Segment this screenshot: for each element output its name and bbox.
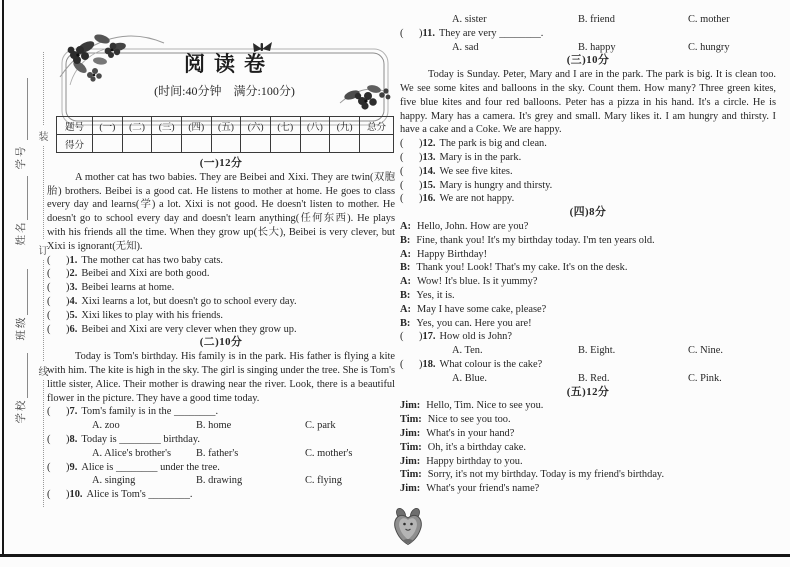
dialog-line	[400, 455, 776, 469]
score-table-score-row	[57, 135, 394, 153]
answer-paren: ( )	[47, 433, 70, 445]
question-text: We are not happy.	[439, 193, 515, 205]
option-item: C. Pink.	[688, 372, 722, 384]
question-line	[47, 254, 395, 268]
option-item: B. friend	[578, 14, 615, 25]
passage-paragraph: Today is Sunday. Peter, Mary and I are in the park. The park is big. It is clean too. We see some kites and balloons in the sky. Count them. How many? Three green kites, five blue kites and four red balloons. Peter has a pizza in his hand. It's a circle. He is happy. Mary has a camera. It's grey and small. Mary likes it. I am hungry and thirsty. I have a cake and a Coke. We are happy.	[400, 69, 776, 136]
option-item: B. home	[196, 420, 232, 432]
question-number: 1.	[69, 254, 78, 266]
dialog-line	[400, 275, 776, 289]
exam-time-info: (时间:40分钟 满分:100分)	[154, 84, 295, 98]
speaker-label: B:	[400, 289, 411, 301]
dialog-text: Hello, John. How are you?	[416, 220, 529, 232]
section-heading: (四)8分	[569, 206, 607, 219]
question-line	[400, 137, 776, 151]
speaker-label: Jim:	[400, 483, 421, 495]
option-item: B. father's	[196, 447, 239, 459]
question-number: 9.	[69, 461, 78, 473]
true-false-question	[47, 281, 395, 295]
score-header-cell: (八)	[300, 117, 330, 135]
score-table	[56, 116, 394, 153]
dialog-text: Fine, thank you! It's my birthday today. I'm ten years old.	[416, 234, 655, 246]
option-item: C. Nine.	[688, 345, 723, 357]
question-number: 17.	[422, 331, 436, 343]
right-column	[400, 13, 776, 496]
answer-paren: ( )	[47, 268, 70, 280]
question-line	[47, 488, 395, 502]
answer-paren: ( )	[400, 193, 423, 205]
score-header-cell: 题号	[57, 117, 93, 135]
speaker-label: B:	[400, 262, 411, 274]
option-item: A. Blue.	[452, 372, 487, 384]
question-line	[400, 358, 776, 372]
question-line	[400, 27, 776, 41]
score-header-cell: (五)	[211, 117, 241, 135]
speaker-label: B:	[400, 234, 411, 246]
dialog-text: Happy Birthday!	[416, 248, 488, 260]
question-text: We see five kites.	[439, 165, 513, 177]
section-heading: (五)12分	[566, 385, 610, 398]
answer-paren: ( )	[400, 138, 423, 150]
score-header-cell: (四)	[181, 117, 211, 135]
true-false-question	[400, 192, 776, 206]
score-cell	[360, 135, 394, 153]
question-line	[400, 330, 776, 344]
dialog-text: Happy birthday to you.	[426, 455, 523, 467]
options-row	[92, 474, 395, 488]
option-item: A. sister	[452, 14, 487, 25]
dialog-text: Wow! It's blue. Is it yummy?	[416, 276, 538, 288]
question-number: 16.	[422, 193, 436, 205]
option-item: B. drawing	[196, 475, 243, 487]
score-table-header-row	[57, 117, 394, 135]
answer-paren: ( )	[47, 323, 70, 335]
dialog-line	[400, 220, 776, 234]
section-heading: (二)10分	[199, 336, 243, 349]
dialog-line	[400, 468, 776, 482]
speaker-label: A:	[400, 303, 411, 315]
dialog-line	[400, 303, 776, 317]
question-number: 14.	[422, 165, 436, 177]
answer-paren: ( )	[47, 282, 70, 294]
score-row-label: 得分	[57, 135, 93, 153]
answer-paren: ( )	[400, 331, 423, 343]
question-text: What colour is the cake?	[439, 358, 543, 370]
question-text: Alice is Tom's ________.	[86, 489, 193, 501]
question-number: 13.	[422, 151, 436, 163]
margin-label-school: 学校	[16, 398, 27, 424]
true-false-question	[47, 309, 395, 323]
question-text: Mary is hungry and thirsty.	[439, 179, 553, 191]
class-blank-line	[27, 269, 28, 315]
true-false-question	[47, 323, 395, 337]
question-number: 3.	[69, 282, 78, 294]
question-number: 5.	[69, 309, 78, 321]
option-item: C. mother's	[305, 447, 353, 459]
dialog-line	[400, 261, 776, 275]
speaker-label: A:	[400, 248, 411, 260]
title-box	[56, 33, 393, 112]
answer-paren: ( )	[47, 309, 70, 321]
question-number: 4.	[69, 295, 78, 307]
mascot-illustration	[391, 507, 425, 552]
question-text: They are very ________.	[438, 27, 544, 39]
speaker-label: A:	[400, 220, 411, 232]
question-number: 7.	[69, 406, 78, 418]
option-item: B. happy	[578, 41, 616, 53]
section-heading: (三)10分	[566, 54, 610, 67]
options-row	[452, 13, 776, 27]
margin-label-name: 姓名	[16, 220, 27, 246]
speaker-label: Tim:	[400, 414, 422, 426]
dialog-line	[400, 482, 776, 496]
option-item: A. sad	[452, 41, 479, 53]
question-text: Beibei and Xixi are very clever when they grow up.	[81, 323, 297, 335]
score-header-cell: (七)	[270, 117, 300, 135]
option-item: A. Alice's brother's	[92, 447, 172, 459]
score-cell	[241, 135, 271, 153]
question-text: Beibei learns at home.	[81, 282, 175, 294]
options-only	[400, 13, 776, 27]
options-row	[92, 447, 395, 461]
true-false-question	[400, 137, 776, 151]
option-item: A. zoo	[92, 420, 120, 432]
dialog-line	[400, 413, 776, 427]
score-cell	[152, 135, 182, 153]
score-header-cell: (三)	[152, 117, 182, 135]
question-line	[47, 461, 395, 475]
dialog-text: Yes, you can. Here you are!	[416, 317, 532, 329]
choice-question	[47, 461, 395, 489]
binding-char: 线	[37, 361, 50, 380]
score-header-cell: 总分	[360, 117, 394, 135]
dialog-text: Nice to see you too.	[427, 414, 511, 426]
question-number: 11.	[422, 27, 435, 39]
page-left-rule	[2, 0, 4, 556]
school-blank-line	[27, 353, 28, 398]
answer-paren: ( )	[47, 254, 70, 266]
dialog-line	[400, 427, 776, 441]
option-item: C. park	[305, 420, 336, 432]
question-text: The mother cat has two baby cats.	[81, 254, 223, 266]
choice-question	[47, 488, 395, 502]
dialog-text: Oh, it's a birthday cake.	[427, 441, 526, 453]
choice-question	[400, 330, 776, 358]
true-false-question	[47, 254, 395, 268]
question-line	[47, 295, 395, 309]
true-false-question	[400, 165, 776, 179]
option-item: A. singing	[92, 475, 136, 487]
question-number: 2.	[69, 268, 78, 280]
answer-paren: ( )	[400, 358, 423, 370]
question-line	[47, 309, 395, 323]
dialog-text: May I have some cake, please?	[416, 303, 547, 315]
true-false-question	[400, 179, 776, 193]
score-header-cell: (六)	[241, 117, 271, 135]
question-line	[400, 165, 776, 179]
score-header-cell: (一)	[93, 117, 123, 135]
score-cell	[270, 135, 300, 153]
dialog-line	[400, 317, 776, 331]
score-cell	[122, 135, 152, 153]
score-cell	[330, 135, 360, 153]
choice-question	[47, 433, 395, 461]
section-heading: (一)12分	[199, 157, 243, 169]
question-number: 10.	[69, 489, 83, 501]
left-column	[47, 157, 395, 502]
speaker-label: Jim:	[400, 455, 421, 467]
dialog-line	[400, 441, 776, 455]
question-line	[400, 179, 776, 193]
score-cell	[93, 135, 123, 153]
margin-label-student-id: 学号	[16, 144, 27, 170]
speaker-label: A:	[400, 276, 411, 288]
answer-paren: ( )	[400, 165, 423, 177]
choice-question	[400, 27, 776, 55]
question-text: Today is ________ birthday.	[81, 433, 200, 445]
option-item: C. mother	[688, 14, 730, 25]
question-text: How old is John?	[439, 331, 512, 343]
true-false-question	[47, 267, 395, 281]
margin-label-class: 班级	[16, 315, 27, 341]
binding-dotted-line	[43, 52, 44, 507]
score-cell	[181, 135, 211, 153]
question-line	[47, 281, 395, 295]
dialog-text: Thank you! Look! That's my cake. It's on the desk.	[416, 262, 628, 274]
question-text: Tom's family is in the ________.	[81, 406, 219, 418]
question-number: 18.	[422, 358, 436, 370]
answer-paren: ( )	[400, 179, 423, 191]
question-text: Xixi learns a lot, but doesn't go to school every day.	[81, 295, 297, 307]
dialog-line	[400, 234, 776, 248]
answer-paren: ( )	[47, 461, 70, 473]
speaker-label: B:	[400, 317, 411, 329]
dialog-line	[400, 289, 776, 303]
answer-paren: ( )	[47, 295, 70, 307]
speaker-label: Tim:	[400, 469, 422, 481]
question-line	[47, 405, 395, 419]
choice-question	[47, 405, 395, 433]
option-item: B. Eight.	[578, 345, 616, 357]
choice-question	[400, 358, 776, 386]
score-cell	[300, 135, 330, 153]
passage-paragraph: A mother cat has two babies. They are Beibei and Xixi. They are twin(双胞胎) brothers. Beibei is a good cat. He listens to mother at home. He goes to class every day and learns(学) a lot. Xixi is not good. He doesn't listen to mother. He doesn't go to school every day and doesn't learn anything(任何东西). He plays with his friends all the time. When they grow up(长大), Beibei is very clever, but Xixi is ignorant(无知).	[47, 171, 395, 252]
dialog-text: Sorry, it's not my birthday. Today is my friend's birthday.	[427, 469, 665, 481]
question-text: Xixi likes to play with his friends.	[81, 309, 224, 321]
binding-char: 装	[37, 126, 50, 145]
score-header-cell: (九)	[330, 117, 360, 135]
page-bottom-rule	[0, 554, 790, 557]
options-row	[92, 419, 395, 433]
answer-paren: ( )	[400, 151, 423, 163]
dialog-text: Hello, Tim. Nice to see you.	[426, 400, 544, 412]
score-cell	[211, 135, 241, 153]
student-id-blank-line	[27, 78, 28, 140]
options-row	[452, 41, 776, 55]
true-false-question	[400, 151, 776, 165]
binding-char: 订	[37, 240, 50, 259]
passage-paragraph: Today is Tom's birthday. His family is in the park. His father is flying a kite with him. The kite is high in the sky. The girl is singing under the tree. She is Tom's little sister, Alice. Their mother is drawing near the river. Look, there is a beautiful flower in the picture. They have a good time today.	[47, 351, 395, 404]
score-header-cell: (二)	[122, 117, 152, 135]
options-row	[452, 344, 776, 358]
speaker-label: Tim:	[400, 441, 422, 453]
answer-paren: ( )	[47, 489, 70, 501]
speaker-label: Jim:	[400, 427, 421, 439]
question-number: 12.	[422, 138, 436, 150]
question-line	[47, 433, 395, 447]
question-text: Beibei and Xixi are both good.	[81, 268, 210, 280]
question-line	[400, 192, 776, 206]
dialog-text: What's your friend's name?	[426, 483, 540, 495]
options-row	[452, 372, 776, 386]
answer-paren: ( )	[400, 27, 423, 39]
question-line	[47, 267, 395, 281]
question-line	[400, 151, 776, 165]
option-item: C. flying	[305, 475, 342, 487]
question-number: 6.	[69, 323, 78, 335]
option-item: B. Red.	[578, 372, 610, 384]
question-number: 15.	[422, 179, 436, 191]
question-number: 8.	[69, 433, 78, 445]
option-item: C. hungry	[688, 41, 730, 53]
dialog-line	[400, 248, 776, 262]
exam-title: 阅读卷	[184, 52, 274, 76]
answer-paren: ( )	[47, 406, 70, 418]
option-item: A. Ten.	[452, 345, 483, 357]
dialog-text: Yes, it is.	[416, 289, 455, 301]
question-text: Mary is in the park.	[439, 151, 522, 163]
dialog-text: What's in your hand?	[426, 427, 515, 439]
name-blank-line	[27, 176, 28, 220]
true-false-question	[47, 295, 395, 309]
question-text: Alice is ________ under the tree.	[81, 461, 220, 473]
dialog-line	[400, 399, 776, 413]
question-text: The park is big and clean.	[439, 138, 547, 150]
speaker-label: Jim:	[400, 400, 421, 412]
question-line	[47, 323, 395, 337]
